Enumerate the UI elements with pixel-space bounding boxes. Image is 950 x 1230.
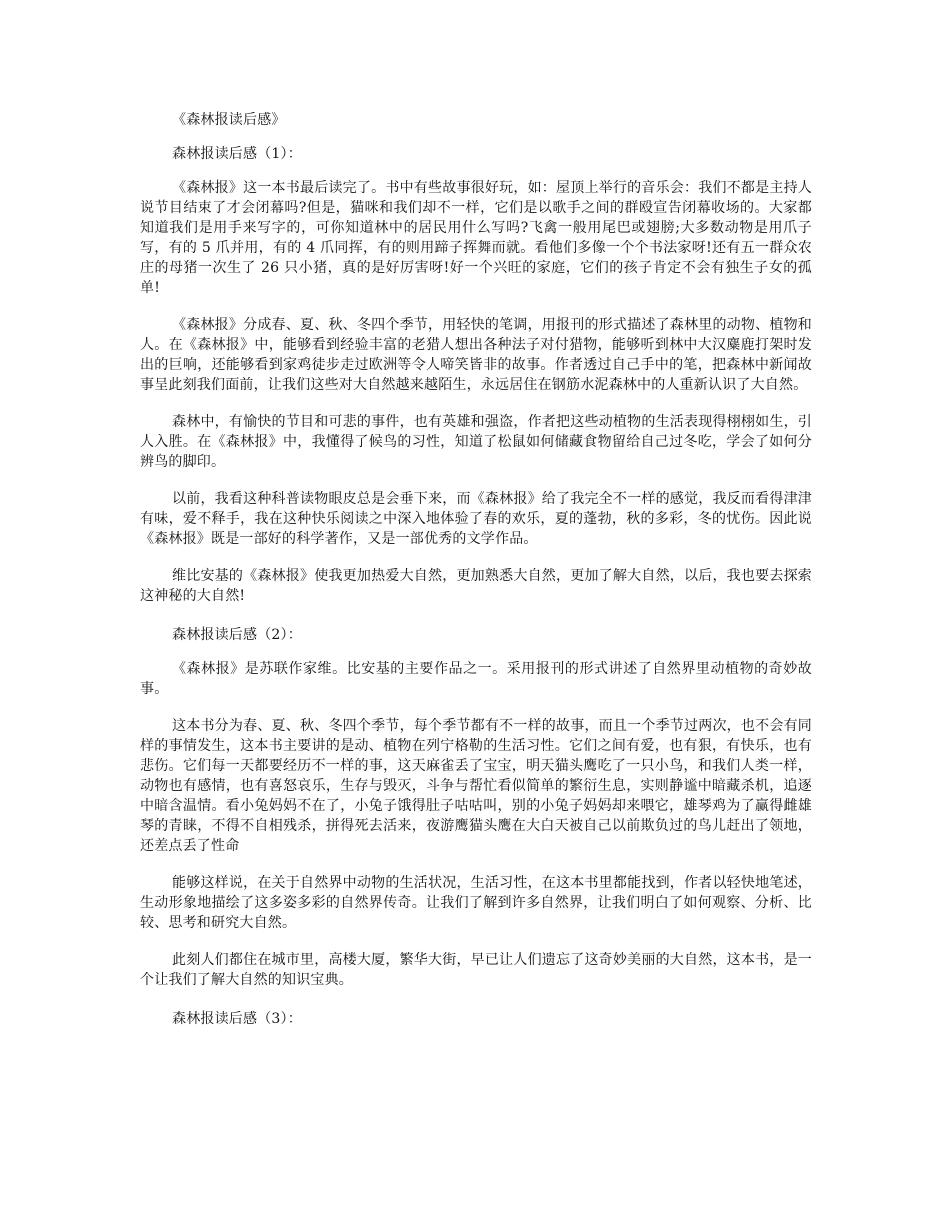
section-heading-3: 森林报读后感（3）：	[172, 1011, 302, 1027]
paragraph: 能够这样说，在关于自然界中动物的生活状况，生活习性，在这本书里都能找到，作者以轻快地笔述，生动形象地描绘了这多姿多彩的自然界传奇。让我们了解到许多自然界，让我们明白了如何观察、分析、比较、思考和研究大自然。	[140, 875, 812, 931]
document-title: 《森林报读后感》	[172, 112, 286, 128]
paragraph: 这本书分为春、夏、秋、冬四个季节，每个季节都有不一样的故事，而且一个季节过两次，也不会有同样的事情发生，这本书主要讲的是动、植物在列宁格勒的生活习性。它们之间有爱，也有狠，有快乐，也有悲伤。它们每一天都要经历不一样的事，这天麻雀丢了宝宝，明天猫头鹰吃了一只小鸟，和我们人类一样，动物也有感情，也有喜怒哀乐，生存与毁灭，斗争与帮忙看似简单的繁衍生息，实则静谧中暗藏杀机，追逐中暗含温情。看小兔妈妈不在了，小兔子饿得肚子咕咕叫，别的小兔子妈妈却来喂它，雄琴鸡为了赢得雌雄琴的青睐，不得不自相残杀，拼得死去活来，夜游鹰猫头鹰在大白天被自己以前欺负过的鸟儿赶出了领地，还差点丢了性命	[140, 718, 812, 854]
section-heading-1: 森林报读后感（1）：	[172, 146, 302, 162]
paragraph: 《森林报》分成春、夏、秋、冬四个季节，用轻快的笔调，用报刊的形式描述了森林里的动物、植物和人。在《森林报》中，能够看到经验丰富的老猎人想出各种法子对付猎物，能够听到林中大汉麋鹿打架时发出的巨响，还能够看到家鸡徒步走过欧洲等令人啼笑皆非的故事。作者透过自己手中的笔，把森林中新闻故事呈此刻我们面前，让我们这些对大自然越来越陌生，永远居住在钢筋水泥森林中的人重新认识了大自然。	[140, 317, 812, 393]
section-heading-2: 森林报读后感（2）：	[172, 627, 302, 643]
paragraph: 以前，我看这种科普读物眼皮总是会垂下来，而《森林报》给了我完全不一样的感觉，我反而看得津津有味，爱不释手，我在这种快乐阅读之中深入地体验了春的欢乐，夏的蓬勃，秋的多彩，冬的忧伤。因此说《森林报》既是一部好的科学著作，又是一部优秀的文学作品。	[140, 491, 812, 547]
paragraph: 《森林报》是苏联作家维。比安基的主要作品之一。采用报刊的形式讲述了自然界里动植物的奇妙故事。	[140, 661, 812, 697]
paragraph: 森林中，有愉快的节目和可悲的事件，也有英雄和强盗，作者把这些动植物的生活表现得栩栩如生，引人入胜。在《森林报》中，我懂得了候鸟的习性，知道了松鼠如何储藏食物留给自己过冬吃，学会了如何分辨鸟的脚印。	[140, 414, 812, 470]
paragraph: 《森林报》这一本书最后读完了。书中有些故事很好玩，如：屋顶上举行的音乐会：我们不都是主持人说节目结束了才会闭幕吗?但是，猫咪和我们却不一样，它们是以歌手之间的群殴宣告闭幕收场的。大家都知道我们是用手来写字的，可你知道林中的居民用什么写吗?飞禽一般用尾巴或翅膀;大多数动物是用爪子写，有的 5 爪并用，有的 4 爪同挥，有的则用蹄子挥舞而就。看他们多像一个个书法家呀!还有五一群众农庄的母猪一次生了 26 只小猪，真的是好厉害呀!好一个兴旺的家庭，它们的孩子肯定不会有独生子女的孤单!	[140, 180, 812, 296]
paragraph: 此刻人们都住在城市里，高楼大厦，繁华大街，早已让人们遗忘了这奇妙美丽的大自然，这本书，是一个让我们了解大自然的知识宝典。	[140, 952, 812, 988]
paragraph: 维比安基的《森林报》使我更加热爱大自然，更加熟悉大自然，更加了解大自然，以后，我也要去探索这神秘的大自然!	[140, 568, 812, 604]
document-page	[140, 108, 812, 1043]
